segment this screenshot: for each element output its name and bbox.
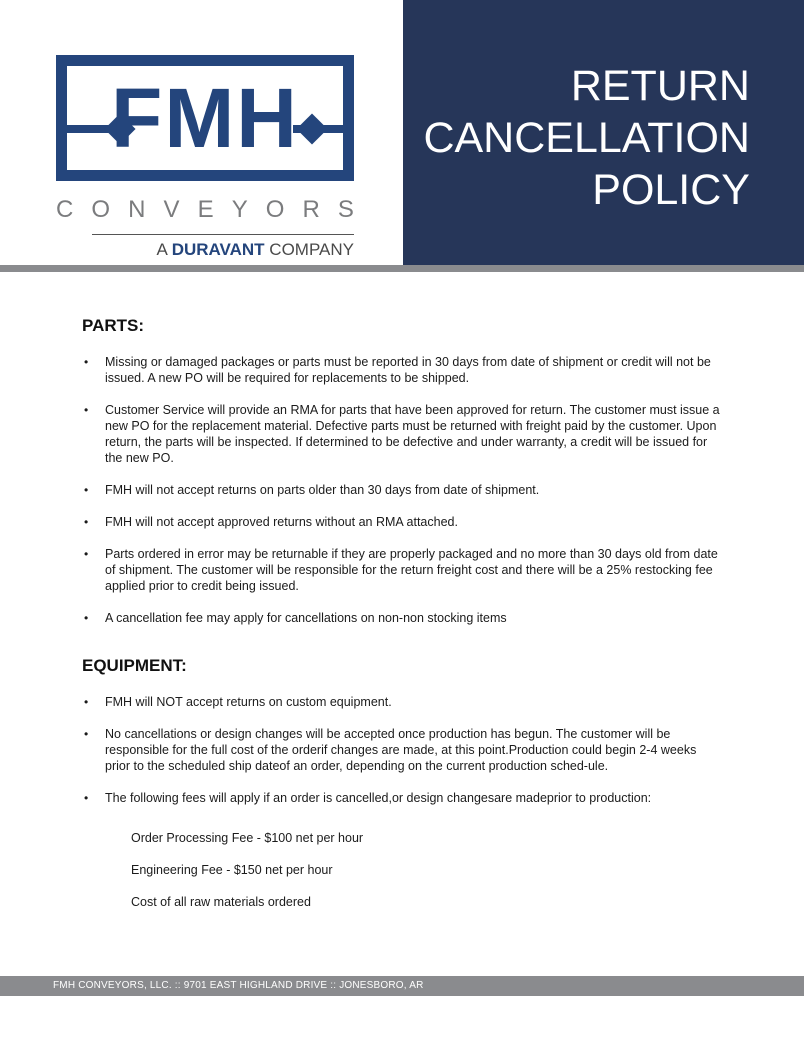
header-divider bbox=[0, 265, 804, 272]
page-header bbox=[0, 0, 804, 266]
list-item: • No cancellations or design changes will be accepted once production has begun. The customer will be responsible for the full cost of the orderif changes are made, at this point.Production could begin 2-4 weeks prior to the scheduled ship dateof an order, depending on the current production sched-ule. bbox=[84, 727, 697, 773]
policy-body bbox=[82, 316, 722, 910]
parts-list bbox=[82, 354, 722, 626]
equipment-list bbox=[82, 694, 722, 806]
bullet: • bbox=[84, 611, 89, 625]
list-item: • FMH will not accept returns on parts older than 30 days from date of shipment. bbox=[84, 483, 540, 497]
bullet: • bbox=[84, 727, 89, 741]
logo-divider bbox=[92, 234, 354, 235]
fee-item: Order Processing Fee - $100 net per hour bbox=[131, 831, 364, 845]
logo-wordmark: FMH bbox=[111, 71, 299, 165]
list-item: • Customer Service will provide an RMA for parts that have been approved for return. The customer must issue a new PO for the replacement material. Defective parts must be returned with freight paid by the customer. Upon return, the parts will be inspected. If determined to be defective and under warranty, a credit will be issued for the new PO. bbox=[84, 403, 720, 465]
bullet: • bbox=[84, 547, 89, 561]
equipment-heading: EQUIPMENT: bbox=[82, 656, 187, 675]
footer-address: FMH CONVEYORS, LLC. :: 9701 EAST HIGHLAND DRIVE :: JONESBORO, AR bbox=[53, 980, 424, 991]
logo-subtitle: C O N V E Y O R S bbox=[56, 196, 354, 223]
page-title: RETURN CANCELLATION POLICY bbox=[423, 62, 750, 214]
list-item: • Missing or damaged packages or parts must be reported in 30 days from date of shipment or credit will not be issued. A new PO will be required for replacements to be shipped. bbox=[84, 355, 711, 385]
parent-company-line: A DURAVANT COMPANY bbox=[156, 240, 354, 259]
page-footer bbox=[0, 976, 804, 996]
bullet: • bbox=[84, 403, 89, 417]
bullet: • bbox=[84, 483, 89, 497]
bullet: • bbox=[84, 515, 89, 529]
list-item: • The following fees will apply if an order is cancelled,or design changesare madeprior to production: bbox=[84, 791, 652, 805]
title-panel bbox=[403, 0, 804, 266]
bullet: • bbox=[84, 791, 89, 805]
duravant-brand: DURAVANT bbox=[171, 240, 265, 259]
fmh-logo bbox=[56, 55, 354, 181]
list-item: • FMH will not accept approved returns without an RMA attached. bbox=[84, 515, 458, 529]
bullet: • bbox=[84, 355, 89, 369]
fee-item: Engineering Fee - $150 net per hour bbox=[131, 863, 333, 877]
fee-list bbox=[82, 830, 722, 910]
fee-item: Cost of all raw materials ordered bbox=[131, 895, 311, 909]
list-item: • Parts ordered in error may be returnable if they are properly packaged and no more than 30 days old from date of shipment. The customer will be responsible for the return freight cost and there will be a 25% restocking fee applied prior to credit being issued. bbox=[84, 547, 718, 593]
list-item: • FMH will NOT accept returns on custom equipment. bbox=[84, 695, 392, 709]
list-item: • A cancellation fee may apply for cancellations on non-non stocking items bbox=[84, 611, 507, 625]
bullet: • bbox=[84, 695, 89, 709]
parts-heading: PARTS: bbox=[82, 316, 145, 335]
